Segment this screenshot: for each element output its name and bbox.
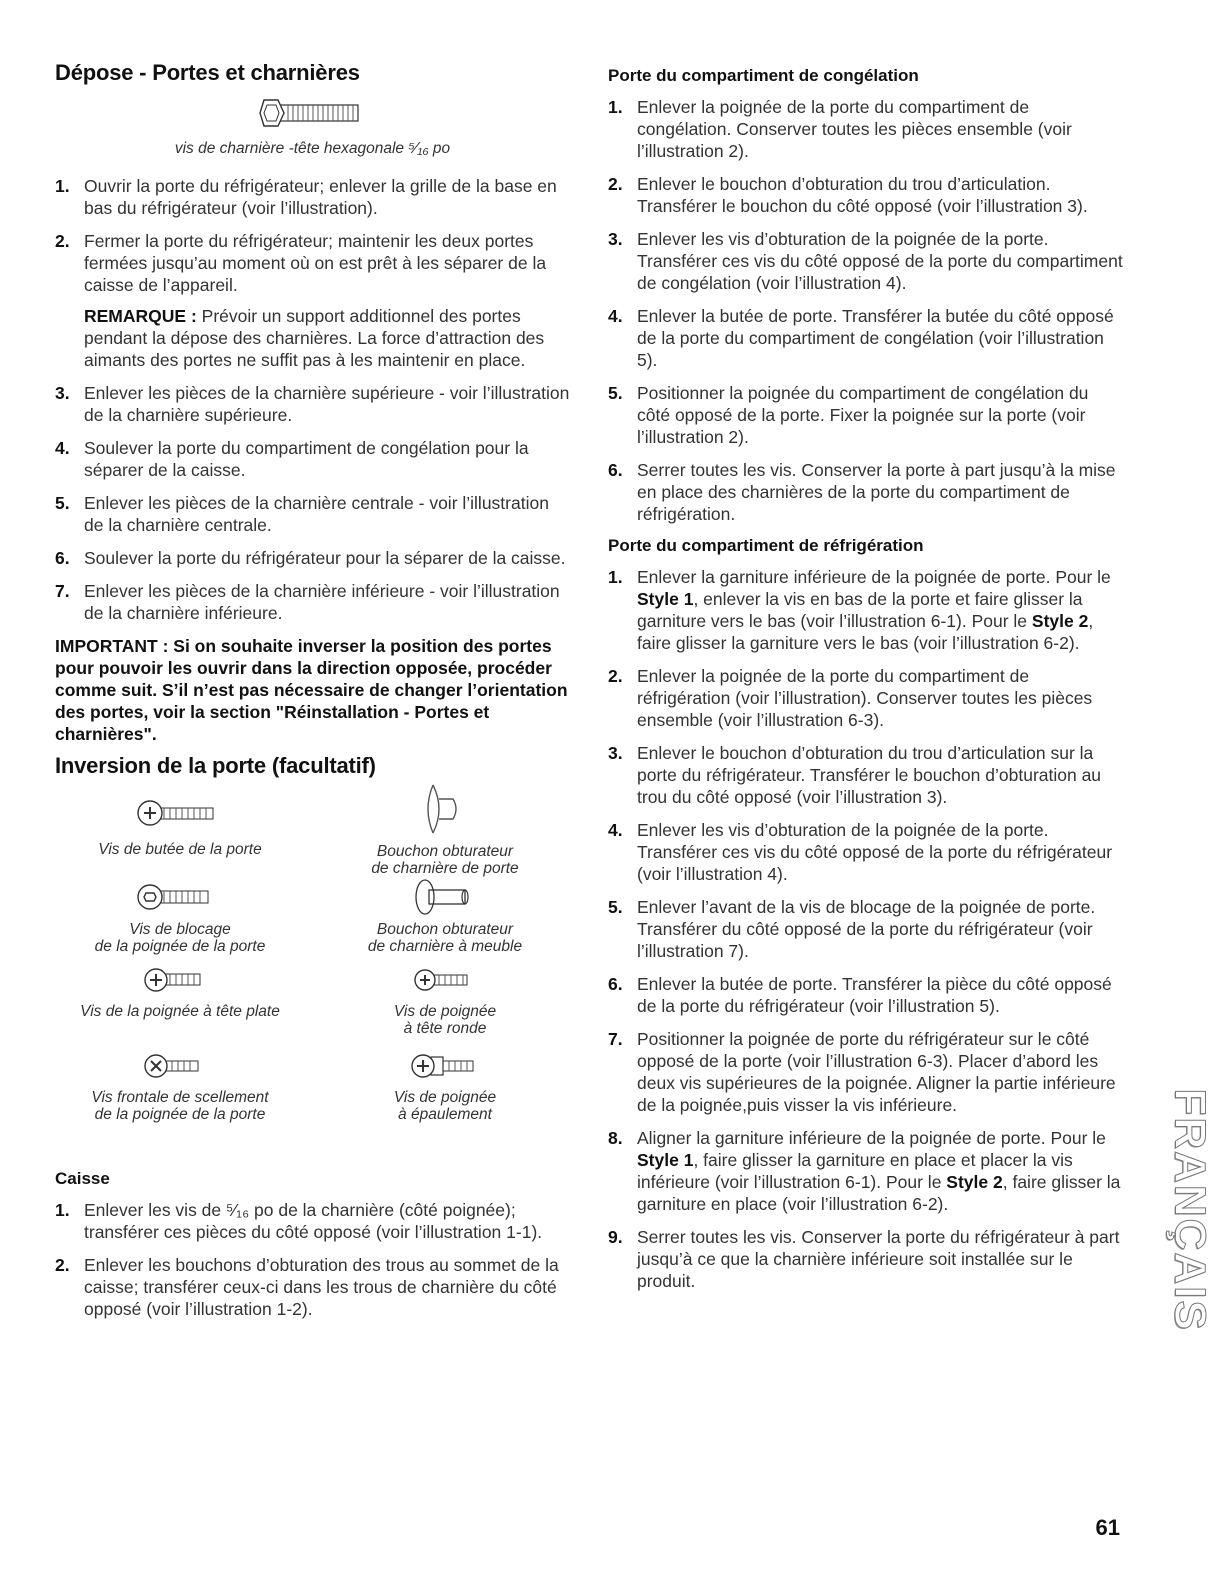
page-number: 61	[1095, 1515, 1120, 1540]
parts-figure	[55, 789, 570, 1139]
list-item	[608, 973, 1123, 1017]
part-front-seal-screw	[55, 1047, 305, 1123]
part-handle-lock-screw	[55, 877, 305, 955]
left-column	[55, 60, 570, 1331]
step-text: Enlever les vis d’obturation de la poignée de la porte. Transférer ces vis du côté opposé de la porte du réfrigérateur (voir l’illustration 4).	[637, 820, 1113, 884]
step-number: 4.	[608, 820, 623, 840]
round-head-screw-icon	[395, 961, 495, 999]
handle-lock-screw-icon	[130, 877, 230, 917]
cabinet-hinge-plug-icon	[395, 877, 495, 917]
hex-head-screw-icon	[258, 94, 368, 132]
step-number: 1.	[608, 97, 623, 117]
list-item	[608, 566, 1123, 654]
list-item	[55, 547, 570, 569]
step-number: 3.	[55, 383, 70, 403]
list-item	[608, 665, 1123, 731]
style-label: Style 1	[637, 1150, 694, 1170]
part-caption: Bouchon obturateur de charnière de porte	[371, 843, 519, 877]
freezer-door-title: Porte du compartiment de congélation	[608, 66, 919, 85]
hex-screw-caption: vis de charnière -tête hexagonale ⁵⁄₁₆ po	[174, 140, 451, 157]
step-text: , enlever la vis en bas de la porte et faire glisser la garniture vers le bas (voir l’illustration 6-1). Pour le	[637, 589, 1083, 631]
part-shoulder-screw	[320, 1047, 570, 1123]
freezer-steps	[608, 96, 1123, 525]
list-item	[55, 437, 570, 481]
step-text: , faire glisser la garniture en place (voir l’illustration 6-2).	[637, 1172, 1121, 1214]
list-item	[55, 1199, 570, 1243]
style-label: Style 2	[946, 1172, 1003, 1192]
part-round-head-screw	[320, 961, 570, 1037]
step-text: Enlever la garniture inférieure de la poignée de porte. Pour le	[637, 567, 1111, 587]
step-number: 5.	[608, 897, 623, 917]
right-column	[608, 66, 1123, 1303]
step-number: 6.	[608, 974, 623, 994]
step-text: Enlever la poignée de la porte du compartiment de réfrigération (voir l’illustration). Conserver toutes les pièces ensemble (voir l’illustration 6-3).	[637, 666, 1093, 730]
step-text: Serrer toutes les vis. Conserver la porte du réfrigérateur à part jusqu’à ce que la charnière inférieure soit installée sur le produit.	[637, 1227, 1120, 1291]
step-text: Enlever les vis d’obturation de la poignée de la porte. Transférer ces vis du côté opposé de la porte du compartiment de congélation (voir l’illustration 4).	[637, 229, 1123, 293]
door-stop-screw-icon	[130, 789, 230, 837]
part-caption: Vis de la poignée à tête plate	[80, 1003, 280, 1020]
step-number: 5.	[608, 383, 623, 403]
list-item	[55, 1254, 570, 1320]
step-number: 1.	[55, 1200, 70, 1220]
language-side-tab	[1160, 1085, 1220, 1335]
step-text: Enlever l’avant de la vis de blocage de la poignée de porte. Transférer du côté opposé de la porte du réfrigérateur (voir l’illustration 7).	[637, 897, 1096, 961]
part-caption: Vis de poignée à épaulement	[393, 1089, 497, 1123]
removal-steps	[55, 175, 570, 296]
step-text: Enlever les pièces de la charnière centrale - voir l’illustration de la charnière centrale.	[84, 493, 549, 535]
part-flat-head-screw	[55, 961, 305, 1020]
step-text: Serrer toutes les vis. Conserver la porte à part jusqu’à la mise en place des charnières de la porte du compartiment de réfrigération.	[637, 460, 1116, 524]
list-item	[608, 305, 1123, 371]
front-seal-screw-icon	[130, 1047, 230, 1085]
list-item	[55, 230, 570, 296]
important-notice: IMPORTANT : Si on souhaite inverser la position des portes pour pouvoir les ouvrir dans la direction opposée, procéder comme suit. S’il n’est pas nécessaire de changer l’orientation des portes, voir la section "Réinstallation - Portes et charnières".	[55, 636, 568, 744]
part-caption: Vis de poignée à tête ronde	[393, 1003, 497, 1037]
step-text: Enlever la butée de porte. Transférer la butée du côté opposé de la porte du compartiment de congélation (voir l’illustration 5).	[637, 306, 1114, 370]
part-caption: Vis frontale de scellement de la poignée de la porte	[91, 1089, 269, 1123]
step-text: Enlever le bouchon d’obturation du trou d’articulation. Transférer le bouchon du côté opposé (voir l’illustration 3).	[637, 174, 1088, 216]
list-item	[608, 1226, 1123, 1292]
list-item	[608, 228, 1123, 294]
step-number: 2.	[55, 231, 70, 251]
step-text: Enlever le bouchon d’obturation du trou d’articulation sur la porte du réfrigérateur. Transférer le bouchon d’obturation au trou du côté opposé (voir l’illustration 3).	[637, 743, 1102, 807]
step-number: 7.	[55, 581, 70, 601]
part-cabinet-hinge-plug	[320, 877, 570, 955]
part-door-hinge-plug	[320, 779, 570, 877]
list-item	[608, 1127, 1123, 1215]
list-item	[608, 459, 1123, 525]
list-item	[608, 896, 1123, 962]
part-caption: Bouchon obturateur de charnière à meuble	[367, 921, 523, 955]
list-item	[608, 742, 1123, 808]
remark-note	[55, 305, 570, 371]
step-text: Soulever la porte du compartiment de congélation pour la séparer de la caisse.	[84, 438, 529, 480]
part-caption: Vis de blocage de la poignée de la porte	[94, 921, 266, 955]
step-number: 4.	[55, 438, 70, 458]
step-text: Positionner la poignée de porte du réfrigérateur sur le côté opposé de la porte (voir l’illustration 6-3). Placer d’abord les deux vis supérieures de la poignée. Aligner la partie inférieure de la poignée,puis visser la vis inférieure.	[637, 1029, 1116, 1115]
step-number: 5.	[55, 493, 70, 513]
list-item	[55, 175, 570, 219]
step-text: Soulever la porte du réfrigérateur pour la séparer de la caisse.	[84, 548, 566, 568]
step-number: 1.	[608, 567, 623, 587]
step-number: 6.	[55, 548, 70, 568]
list-item	[608, 819, 1123, 885]
remark-label: REMARQUE :	[84, 306, 197, 326]
step-text: , faire glisser la garniture en place et placer la vis inférieure (voir l’illustration 6-1). Pour le	[637, 1150, 1073, 1192]
style-label: Style 2	[1031, 611, 1089, 631]
step-number: 1.	[55, 176, 70, 196]
step-number: 9.	[608, 1227, 623, 1247]
door-hinge-plug-icon	[415, 779, 475, 839]
step-number: 3.	[608, 229, 623, 249]
remark-text: Prévoir un support additionnel des portes pendant la dépose des charnières. La force d’attraction des aimants des portes ne suffit pas à les maintenir en place.	[84, 306, 545, 370]
step-text: Ouvrir la porte du réfrigérateur; enlever la grille de la base en bas du réfrigérateur (voir l’illustration).	[84, 176, 557, 218]
step-text: Fermer la porte du réfrigérateur; maintenir les deux portes fermées jusqu’au moment où on est prêt à les séparer de la caisse de l’appareil.	[84, 231, 547, 295]
step-number: 4.	[608, 306, 623, 326]
step-text: Enlever la poignée de la porte du compartiment de congélation. Conserver toutes les pièces ensemble (voir l’illustration 2).	[637, 97, 1072, 161]
part-door-stop-screw	[55, 789, 305, 858]
step-number: 2.	[608, 666, 623, 686]
list-item	[55, 580, 570, 624]
shoulder-screw-icon	[395, 1047, 495, 1085]
step-text: Enlever les vis de ⁵⁄₁₆ po de la charnière (côté poignée); transférer ces pièces du côté opposé (voir l’illustration 1-1).	[84, 1200, 543, 1242]
step-text: Aligner la garniture inférieure de la poignée de porte. Pour le	[637, 1128, 1106, 1148]
inversion-title: Inversion de la porte (facultatif)	[55, 753, 376, 778]
style-label: Style 1	[637, 589, 694, 609]
list-item	[55, 492, 570, 536]
step-number: 3.	[608, 743, 623, 763]
part-caption: Vis de butée de la porte	[98, 841, 262, 858]
section-title: Dépose - Portes et charnières	[55, 60, 360, 85]
caisse-title: Caisse	[55, 1169, 110, 1188]
step-text: Enlever les bouchons d’obturation des trous au sommet de la caisse; transférer ceux-ci dans les trous de charnière du côté opposé (voir l’illustration 1-2).	[84, 1255, 559, 1319]
flat-head-screw-icon	[130, 961, 230, 999]
step-number: 8.	[608, 1128, 623, 1148]
list-item	[608, 1028, 1123, 1116]
step-text: Enlever les pièces de la charnière inférieure - voir l’illustration de la charnière inférieure.	[84, 581, 560, 623]
step-text: Positionner la poignée du compartiment de congélation du côté opposé de la porte. Fixer la poignée sur la porte (voir l’illustration 2).	[637, 383, 1089, 447]
list-item	[608, 173, 1123, 217]
step-text: Enlever les pièces de la charnière supérieure - voir l’illustration de la charnière supérieure.	[84, 383, 570, 425]
step-text: , faire glisser la garniture vers le bas (voir l’illustration 6-2).	[637, 611, 1094, 653]
list-item	[608, 382, 1123, 448]
caisse-steps	[55, 1199, 570, 1320]
removal-steps-continued	[55, 382, 570, 624]
step-number: 6.	[608, 460, 623, 480]
list-item	[608, 96, 1123, 162]
list-item	[55, 382, 570, 426]
step-number: 2.	[608, 174, 623, 194]
step-number: 7.	[608, 1029, 623, 1049]
step-text: Enlever la butée de porte. Transférer la pièce du côté opposé de la porte du réfrigérateur (voir l’illustration 5).	[637, 974, 1112, 1016]
fridge-door-title: Porte du compartiment de réfrigération	[608, 536, 924, 555]
language-tab-label: FRANÇAIS	[1166, 1088, 1216, 1332]
step-number: 2.	[55, 1255, 70, 1275]
hex-screw-figure	[55, 94, 570, 157]
fridge-steps	[608, 566, 1123, 1292]
